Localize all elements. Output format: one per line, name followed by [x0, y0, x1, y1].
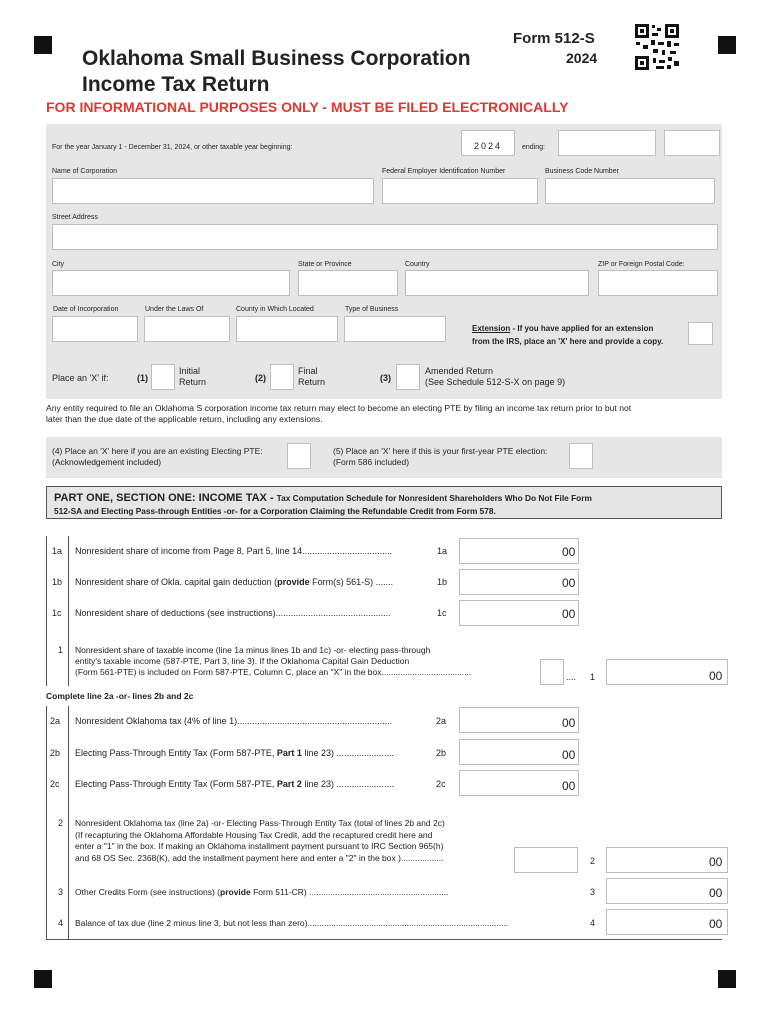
- line-1-description: [75, 645, 471, 678]
- first-year-pte-checkbox[interactable]: [569, 443, 593, 469]
- business-code-field[interactable]: [545, 178, 715, 204]
- line-2-ref: 2: [590, 856, 596, 866]
- tax-year-end-field-2[interactable]: [664, 130, 720, 156]
- line-2-description: [75, 818, 445, 864]
- zip-field[interactable]: [598, 270, 718, 296]
- line-3-ref: 3: [590, 887, 596, 897]
- line-2a-cents: 00: [562, 716, 576, 730]
- extension-text: [472, 322, 663, 348]
- line-2b-amount-field[interactable]: [459, 739, 579, 765]
- initial-return-label-line1: Initial: [179, 366, 201, 376]
- lines-number-column-divider: [68, 536, 69, 686]
- line-1-cents: 00: [709, 669, 723, 683]
- final-return-checkbox[interactable]: [270, 364, 294, 390]
- amended-return-number: (3): [380, 373, 391, 383]
- line-2a-number: 2a: [50, 716, 61, 726]
- extension-text-line2: from the IRS, place an 'X' here and provide a copy.: [472, 337, 664, 346]
- line-2c-bold: Part 2: [276, 779, 302, 789]
- city-field[interactable]: [52, 270, 290, 296]
- corporation-name-field[interactable]: [52, 178, 374, 204]
- county-label: County in Which Located: [236, 306, 314, 313]
- county-field[interactable]: [236, 316, 338, 342]
- initial-return-number: (1): [137, 373, 148, 383]
- line-2-text-3: enter a "1" in the box. If making an Oklahoma installment payment pursuant to IRC Section 965(h): [75, 841, 444, 851]
- line-4-description: Balance of tax due (line 2 minus line 3, but not less than zero).....................................................................................: [75, 918, 509, 928]
- pte-intro-line1: Any entity required to file an Oklahoma S corporation income tax return may elect to become an electing PTE by filing an income tax return prior to but not: [46, 403, 632, 413]
- line-1-number: 1: [58, 645, 64, 655]
- line-3-bold: provide: [220, 887, 251, 897]
- line-1a-number: 1a: [52, 546, 63, 556]
- line-2-text-2: (If recapturing the Oklahoma Affordable Housing Tax Credit, add the recaptured credit here and: [75, 829, 433, 840]
- amended-return-label-line2: (See Schedule 512-S-X on page 9): [425, 377, 566, 387]
- line-2b-cents: 00: [562, 748, 576, 762]
- incorporation-date-field[interactable]: [52, 316, 138, 342]
- line-1b-amount-field[interactable]: [459, 569, 579, 595]
- extension-checkbox[interactable]: [688, 322, 713, 345]
- incorporation-date-label: Date of Incorporation: [53, 306, 119, 313]
- initial-return-checkbox[interactable]: [151, 364, 175, 390]
- form-title: [82, 46, 471, 98]
- line-1c-ref: 1c: [437, 608, 447, 618]
- line-1-ref: 1: [590, 672, 596, 682]
- line-1c-number: 1c: [52, 608, 62, 618]
- line-4-ref: 4: [590, 918, 596, 928]
- line-1a-description: Nonresident share of income from Page 8, Part 5, line 14....................................: [75, 546, 393, 556]
- amended-return-label: [425, 366, 565, 388]
- line-1a-cents: 00: [562, 545, 576, 559]
- line-1b-description: [75, 577, 393, 587]
- form-title-line1: Oklahoma Small Business Corporation: [82, 47, 471, 70]
- line-1b-text-b: Form(s) 561-S) .......: [309, 577, 394, 587]
- pte-intro-line2: later than the due date of the applicable return, including any extensions.: [46, 414, 323, 424]
- line-2c-ref: 2c: [436, 779, 446, 789]
- line-2-number: 2: [58, 818, 64, 828]
- extension-text-line1: - If you have applied for an extension: [510, 324, 654, 333]
- tax-year-end-field-1[interactable]: [558, 130, 656, 156]
- part-one-dash: -: [266, 492, 277, 504]
- business-type-field[interactable]: [344, 316, 446, 342]
- line-2b-text-a: Electing Pass-Through Entity Tax (Form 587-PTE,: [75, 748, 277, 758]
- line-3-text-a: Other Credits Form (see instructions) (: [75, 887, 221, 897]
- pte-option4-label-line1: (4) Place an 'X' here if you are an existing Electing PTE:: [52, 446, 263, 456]
- pte-option5-label: [333, 446, 547, 468]
- city-label: City: [52, 261, 65, 268]
- line-2c-number: 2c: [50, 779, 60, 789]
- registration-mark-bottom-left: [34, 970, 52, 988]
- fein-label: Federal Employer Identification Number: [382, 168, 506, 175]
- line-2c-amount-field[interactable]: [459, 770, 579, 796]
- final-return-label: [298, 366, 325, 388]
- part-one-subtitle: Tax Computation Schedule for Nonresident Shareholders Who Do Not File Form: [276, 493, 592, 503]
- business-code-label: Business Code Number: [545, 168, 619, 175]
- business-type-label: Type of Business: [345, 306, 399, 313]
- line-2a-description: Nonresident Oklahoma tax (4% of line 1)..............................................................: [75, 716, 393, 726]
- line-2b-description: [75, 748, 394, 758]
- country-label: Country: [405, 261, 430, 268]
- country-field[interactable]: [405, 270, 589, 296]
- pte-option5-label-line1: (5) Place an 'X' here if this is your first-year PTE election:: [333, 446, 548, 456]
- line-2-text-1: Nonresident Oklahoma tax (line 2a) -or- Electing Pass-Through Entity Tax (total of lines 2b and 2c): [75, 818, 445, 828]
- registration-mark-top-right: [718, 36, 736, 54]
- pte-option4-label: [52, 446, 263, 468]
- line-1-text-1: Nonresident share of taxable income (line 1a minus lines 1b and 1c) -or- electing pass-through: [75, 645, 431, 655]
- line-2-code-box[interactable]: [514, 847, 578, 873]
- amended-return-label-line1: Amended Return: [425, 366, 494, 376]
- line-1b-text-a: Nonresident share of Okla. capital gain deduction (: [75, 577, 278, 587]
- line-1b-number: 1b: [52, 577, 63, 587]
- registration-mark-bottom-right: [718, 970, 736, 988]
- line-3-description: [75, 887, 448, 897]
- line-3-number: 3: [58, 887, 64, 897]
- line-3-cents: 00: [709, 886, 723, 900]
- line-1c-amount-field[interactable]: [459, 600, 579, 626]
- extension-title: Extension: [472, 324, 511, 333]
- street-address-field[interactable]: [52, 224, 718, 250]
- part-one-title: PART ONE, SECTION ONE: INCOME TAX: [54, 492, 267, 504]
- final-return-label-line1: Final: [298, 366, 318, 376]
- place-x-label: Place an 'X' if:: [52, 373, 109, 383]
- final-return-number: (2): [255, 373, 266, 383]
- amended-return-checkbox[interactable]: [396, 364, 420, 390]
- line-2b-number: 2b: [50, 748, 61, 758]
- registration-mark-top-left: [34, 36, 52, 54]
- state-label: State or Province: [298, 261, 352, 268]
- line-2b-bold: Part 1: [276, 748, 302, 758]
- complete-line-instruction: Complete line 2a -or- lines 2b and 2c: [46, 691, 194, 701]
- pte-intro: [46, 403, 631, 425]
- line-1a-ref: 1a: [437, 546, 448, 556]
- line-2c-text-b: line 23) .......................: [301, 779, 394, 789]
- line-1b-cents: 00: [562, 576, 576, 590]
- line-1c-cents: 00: [562, 607, 576, 621]
- ending-label: ending:: [522, 144, 545, 151]
- initial-return-label: [179, 366, 206, 388]
- final-return-label-line2: Return: [298, 377, 326, 387]
- line-2c-text-a: Electing Pass-Through Entity Tax (Form 587-PTE,: [75, 779, 277, 789]
- tax-year-label: For the year January 1 - December 31, 2024, or other taxable year beginning:: [52, 144, 293, 151]
- qr-code-icon: [634, 23, 680, 71]
- part-one-heading: [54, 490, 592, 518]
- initial-return-label-line2: Return: [179, 377, 207, 387]
- line-4-cents: 00: [709, 917, 723, 931]
- line-1b-ref: 1b: [437, 577, 448, 587]
- electronic-filing-notice: FOR INFORMATIONAL PURPOSES ONLY - MUST BE FILED ELECTRONICALLY: [46, 99, 569, 115]
- tax-year-begin-value: 2024: [474, 141, 503, 151]
- line-1-text-2: entity's taxable income (587-PTE, Part 3, line 3). If the Oklahoma Capital Gain Deduction: [75, 656, 410, 666]
- line-2b-text-b: line 23) .......................: [301, 748, 394, 758]
- line-2-text-4: and 68 OS Sec. 2368(K), add the installment payment here and enter a "2" in the box )..................: [75, 852, 444, 863]
- form-title-line2: Income Tax Return: [82, 73, 270, 96]
- pte-option5-label-line2: (Form 586 included): [333, 457, 410, 467]
- line-1b-bold: provide: [277, 577, 310, 587]
- line-2a-ref: 2a: [436, 716, 447, 726]
- part-one-subtitle-line2: 512-SA and Electing Pass-through Entities -or- for a Corporation Claiming the Refundable Credit from Form 578.: [54, 506, 496, 516]
- line-4-number: 4: [58, 918, 64, 928]
- line-1a-amount-field[interactable]: [459, 538, 579, 564]
- line-2a-amount-field[interactable]: [459, 707, 579, 733]
- line-1-capital-gain-checkbox[interactable]: [540, 659, 564, 685]
- laws-of-label: Under the Laws Of: [145, 306, 204, 313]
- pte-option4-label-line2: (Acknowledgement included): [52, 457, 162, 467]
- line-2c-description: [75, 779, 394, 789]
- line-2c-cents: 00: [562, 779, 576, 793]
- line-3-text-b: Form 511-CR) ...........................................................: [250, 887, 449, 897]
- existing-pte-checkbox[interactable]: [287, 443, 311, 469]
- corporation-name-label: Name of Corporation: [52, 168, 117, 175]
- form-number: Form 512-S: [513, 30, 595, 47]
- line-1c-description: Nonresident share of deductions (see instructions)..............................................: [75, 608, 391, 618]
- fein-field[interactable]: [382, 178, 538, 204]
- line-2b-ref: 2b: [436, 748, 447, 758]
- state-field[interactable]: [298, 270, 398, 296]
- form-year: 2024: [566, 50, 598, 66]
- line-2-cents: 00: [709, 855, 723, 869]
- street-address-label: Street Address: [52, 214, 98, 221]
- lines-number-column-divider-2: [68, 706, 69, 940]
- zip-label: ZIP or Foreign Postal Code:: [598, 261, 685, 268]
- laws-of-field[interactable]: [144, 316, 230, 342]
- line-1-text-3: (Form 561-PTE) is included on Form 587-PTE, Column C, place an "X" in the box......................................: [75, 667, 472, 677]
- line-1-dots: ....: [566, 672, 577, 682]
